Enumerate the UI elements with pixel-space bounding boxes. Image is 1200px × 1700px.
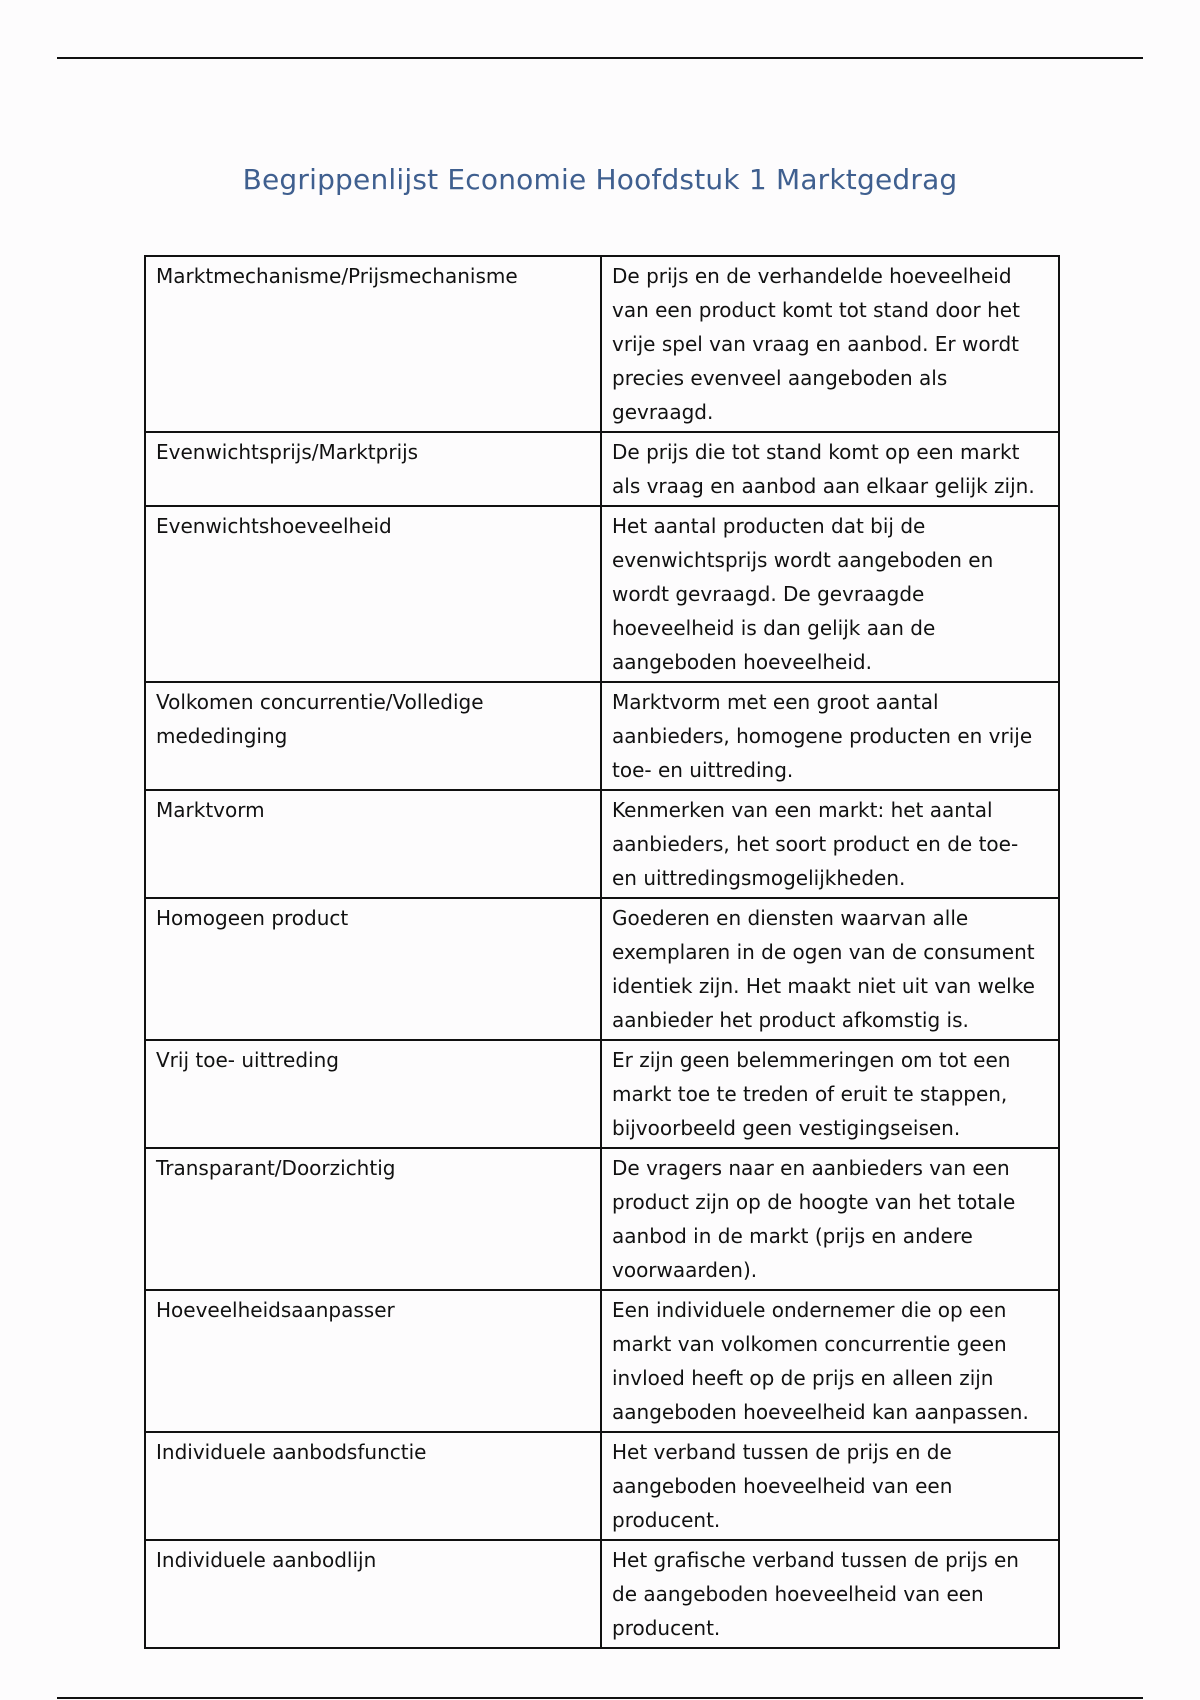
table-row: [145, 506, 1059, 682]
definition-cell: De prijs en de verhandelde hoeveelheid van een product komt tot stand door het vrije spel van vraag en aanbod. Er wordt precies evenveel aangeboden als gevraagd.: [601, 256, 1059, 432]
term-cell: Vrij toe- uittreding: [145, 1040, 601, 1148]
definition-cell: De vragers naar en aanbieders van een product zijn op de hoogte van het totale aanbod in de markt (prijs en andere voorwaarden).: [601, 1148, 1059, 1290]
header-rule: [57, 57, 1143, 59]
term-cell: Marktmechanisme/Prijsmechanisme: [145, 256, 601, 432]
table-row: [145, 1148, 1059, 1290]
term-cell: Evenwichtshoeveelheid: [145, 506, 601, 682]
definition-cell: Er zijn geen belemmeringen om tot een markt toe te treden of eruit te stappen, bijvoorbeeld geen vestigingseisen.: [601, 1040, 1059, 1148]
glossary-table: [144, 255, 1060, 1649]
table-row: [145, 682, 1059, 790]
table-row: [145, 432, 1059, 506]
table-row: [145, 1290, 1059, 1432]
definition-cell: Marktvorm met een groot aantal aanbieders, homogene producten en vrije toe- en uittreding.: [601, 682, 1059, 790]
table-row: [145, 1432, 1059, 1540]
definition-cell: Het grafische verband tussen de prijs en de aangeboden hoeveelheid van een producent.: [601, 1540, 1059, 1648]
table-row: [145, 1040, 1059, 1148]
term-cell: Homogeen product: [145, 898, 601, 1040]
term-cell: Marktvorm: [145, 790, 601, 898]
table-row: [145, 1540, 1059, 1648]
term-cell: Transparant/Doorzichtig: [145, 1148, 601, 1290]
definition-cell: Het verband tussen de prijs en de aangeboden hoeveelheid van een producent.: [601, 1432, 1059, 1540]
term-cell: Individuele aanbodlijn: [145, 1540, 601, 1648]
definition-cell: Goederen en diensten waarvan alle exemplaren in de ogen van de consument identiek zijn. Het maakt niet uit van welke aanbieder het product afkomstig is.: [601, 898, 1059, 1040]
table-row: [145, 256, 1059, 432]
table-row: [145, 898, 1059, 1040]
document-title: Begrippenlijst Economie Hoofdstuk 1 Marktgedrag: [242, 163, 958, 196]
term-cell: Evenwichtsprijs/Marktprijs: [145, 432, 601, 506]
term-cell: Hoeveelheidsaanpasser: [145, 1290, 601, 1432]
definition-cell: Een individuele ondernemer die op een markt van volkomen concurrentie geen invloed heeft op de prijs en alleen zijn aangeboden hoeveelheid kan aanpassen.: [601, 1290, 1059, 1432]
definition-cell: De prijs die tot stand komt op een markt als vraag en aanbod aan elkaar gelijk zijn.: [601, 432, 1059, 506]
definition-cell: Kenmerken van een markt: het aantal aanbieders, het soort product en de toe- en uittredingsmogelijkheden.: [601, 790, 1059, 898]
term-cell: Volkomen concurrentie/Volledige mededinging: [145, 682, 601, 790]
footer-rule: [57, 1697, 1143, 1699]
term-cell: Individuele aanbodsfunctie: [145, 1432, 601, 1540]
definition-cell: Het aantal producten dat bij de evenwichtsprijs wordt aangeboden en wordt gevraagd. De gevraagde hoeveelheid is dan gelijk aan de aangeboden hoeveelheid.: [601, 506, 1059, 682]
table-row: [145, 790, 1059, 898]
